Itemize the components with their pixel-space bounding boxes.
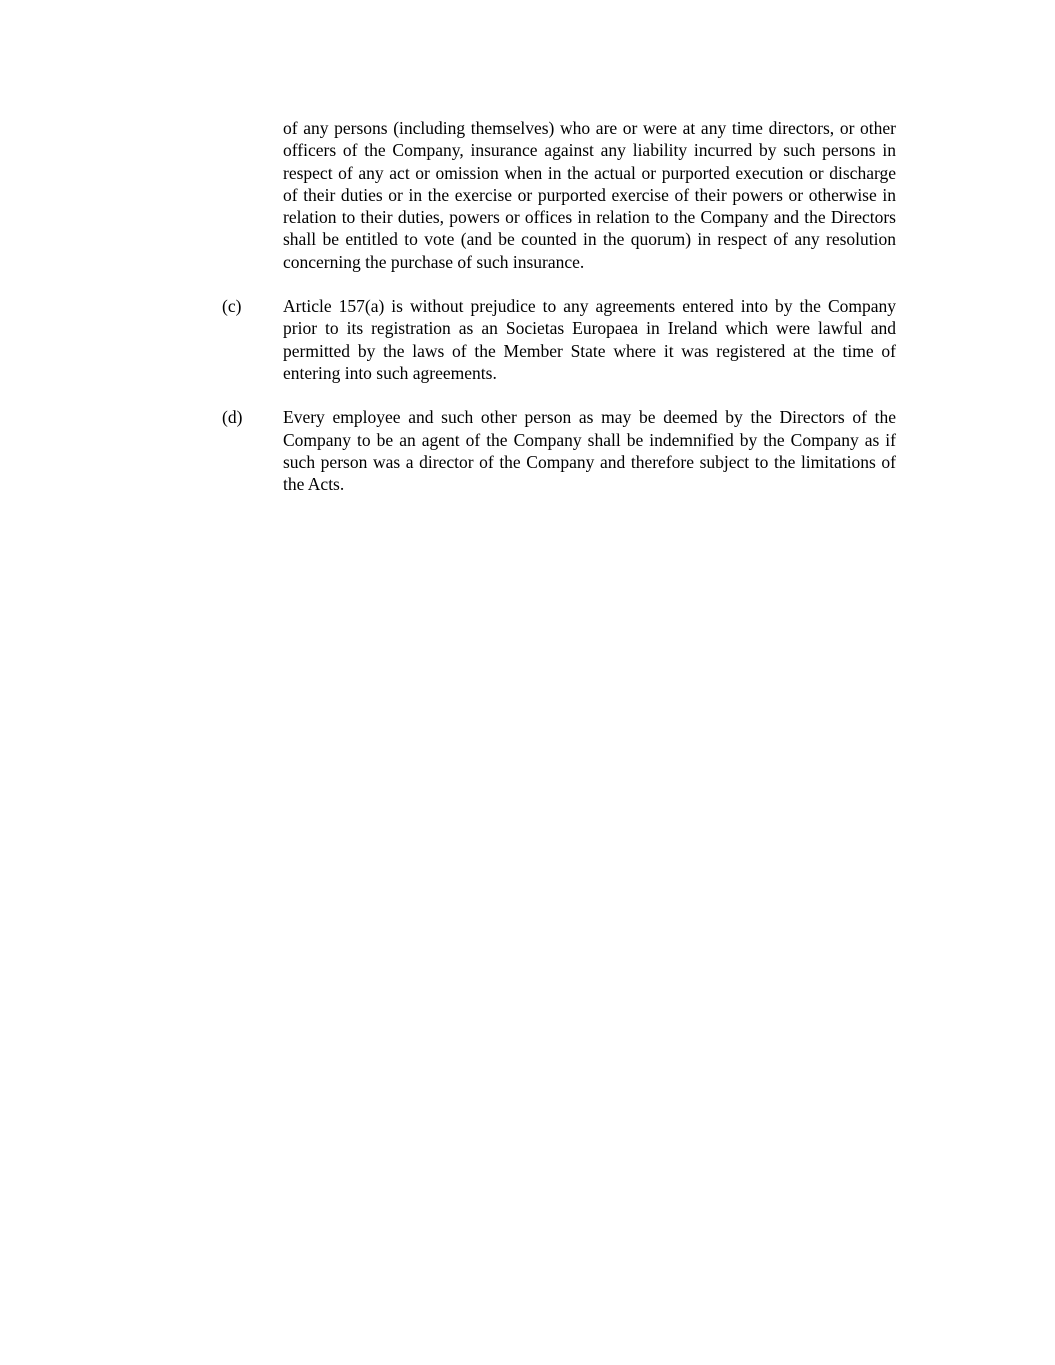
paragraph-continuation: [222, 117, 898, 273]
paragraph-label: (c): [222, 296, 242, 317]
paragraph-text: of any persons (including themselves) who are or were at any time directors, or other officers of the Company, insurance against any liability incurred by such persons in respect of any act or omission when in the actual or purported execution or discharge of their duties or in the exercise or purported exercise of their powers or otherwise in relation to their duties, powers or offices in relation to the Company and the Directors shall be entitled to vote (and be counted in the quorum) in respect of any resolution concerning the purchase of such insurance.: [283, 118, 896, 272]
paragraph-item-d: [222, 406, 898, 495]
paragraph-label: (d): [222, 407, 243, 428]
paragraph-item-c: [222, 295, 898, 384]
paragraph-text: Article 157(a) is without prejudice to any agreements entered into by the Company prior to its registration as an Societas Europaea in Ireland which were lawful and permitted by the laws of the Member State where it was registered at the time of entering into such agreements.: [283, 296, 896, 383]
paragraph-text: Every employee and such other person as may be deemed by the Directors of the Company to be an agent of the Company shall be indemnified by the Company as if such person was a director of the Company and therefore subject to the limitations of the Acts.: [283, 407, 896, 495]
document-body: [222, 117, 898, 517]
